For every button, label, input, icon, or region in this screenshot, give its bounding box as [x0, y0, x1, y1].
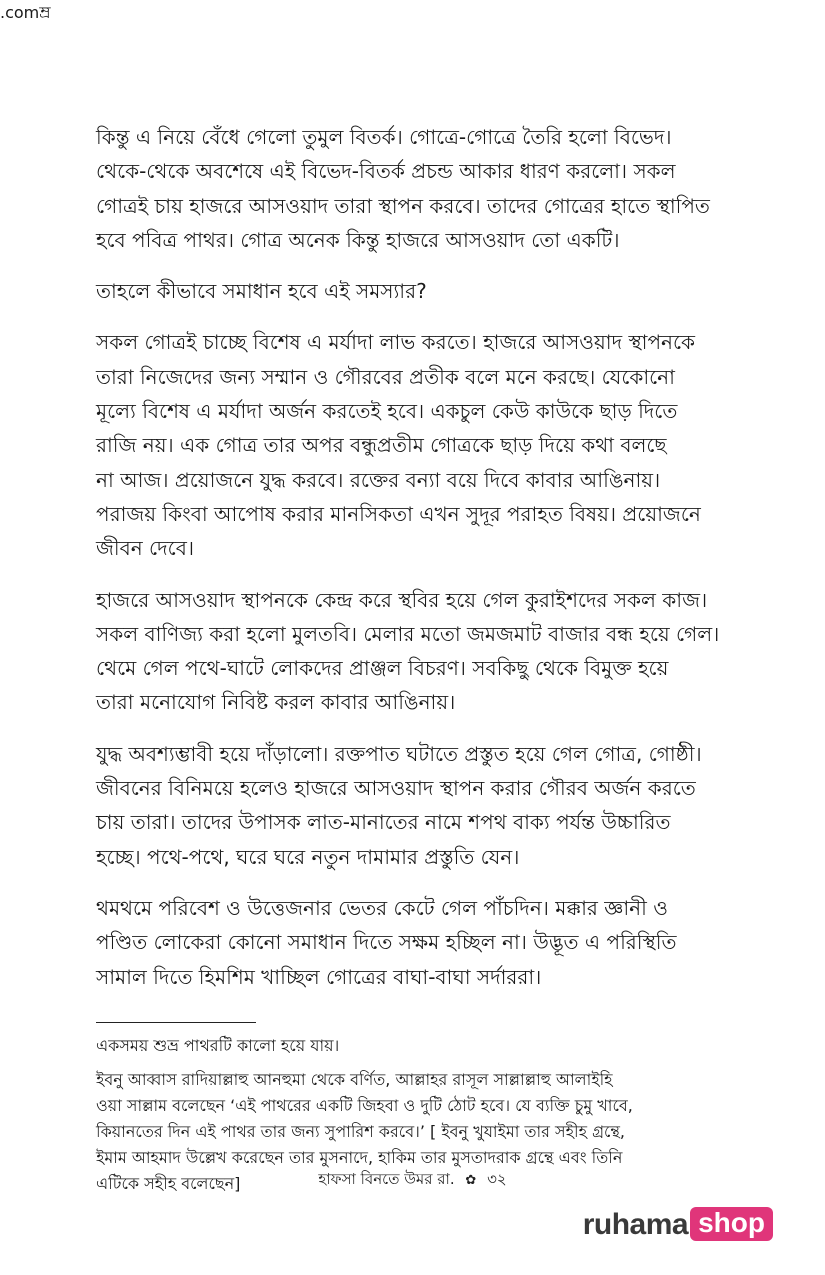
text-line: চায় তারা। তাদের উপাসক লাত-মানাতের নামে শপথ বাক্য পর্যন্ত উচ্চারিত: [96, 810, 671, 835]
text-line: যুদ্ধ অবশ্যম্ভাবী হয়ে দাঁড়ালো। রক্তপাত ঘটাতে প্রস্তুত হয়ে গেল গোত্র, গোষ্ঠী।: [96, 741, 702, 766]
text-line: ইবনু আব্বাস রাদিয়াল্লাহু আনহুমা থেকে বর্ণিত, আল্লাহর রাসূল সাল্লাল্লাহু আলাইহি: [96, 1069, 613, 1089]
text-line: কিয়ানতের দিন এই পাথর তার জন্য সুপারিশ করবে।’ [ ইবনু খুযাইমা তার সহীহ গ্রন্থে,: [96, 1121, 626, 1141]
text-line: সকল বাণিজ্য করা হলো মুলতবি। মেলার মতো জমজমাট বাজার বন্ধ হয়ে গেল।: [96, 621, 720, 646]
text-line: রাজি নয়। এক গোত্র তার অপর বন্ধুপ্রতীম গোত্রকে ছাড় দিয়ে কথা বলছে: [96, 433, 667, 458]
main-text: [96, 120, 729, 994]
footer-page-number: ৩২: [487, 1170, 507, 1188]
page-footer: [0, 1168, 825, 1193]
text-line: হচ্ছে। পথে-পথে, ঘরে ঘরে নতুন দামামার প্রস্তুতি যেন।: [96, 844, 520, 869]
text-line: কিন্তু এ নিয়ে বেঁধে গেলো তুমুল বিতর্ক। গোত্রে-গোত্রে তৈরি হলো বিভেদ।: [96, 125, 672, 149]
logo-shop-badge: shop: [690, 1207, 773, 1241]
page-body: [96, 120, 729, 1205]
paragraph: [96, 737, 729, 874]
paragraph: [96, 891, 729, 994]
text-line: জীবন দেবে।: [96, 536, 194, 561]
text-line: থমথমে পরিবেশ ও উত্তেজনার ভেতর কেটে গেল পাঁচদিন। মক্কার জ্ঞানী ও: [96, 895, 668, 920]
flower-separator-icon: ✿: [465, 1173, 477, 1188]
footnote: [96, 1033, 729, 1059]
text-line: তাহলে কীভাবে সমাধান হবে এই সমস্যার?: [96, 279, 427, 304]
logo-domain-text: .comম্র: [0, 3, 51, 22]
footnote-divider: [96, 1022, 256, 1023]
text-line: পরাজয় কিংবা আপোষ করার মানসিকতা এখন সুদূর পরাহত বিষয়। প্রয়োজনে: [96, 501, 701, 526]
paragraph: [96, 325, 729, 565]
text-line: গোত্রই চায় হাজরে আসওয়াদ তারা স্থাপন করবে। তাদের গোত্রের হাতে স্থাপিত: [96, 193, 710, 218]
text-line: ইমাম আহমাদ উল্লেখ করেছেন তার মুসনাদে, হাকিম তার মুসতাদরাক গ্রন্থে এবং তিনি: [96, 1147, 623, 1167]
text-line: মূল্যে বিশেষ এ মর্যাদা অর্জন করতেই হবে। একচুল কেউ কাউকে ছাড় দিতে: [96, 399, 678, 424]
text-line: পণ্ডিত লোকেরা কোনো সমাধান দিতে সক্ষম হচ্ছিল না। উদ্ভূত এ পরিস্থিতি: [96, 930, 677, 955]
text-line: জীবনের বিনিময়ে হলেও হাজরে আসওয়াদ স্থাপন করার গৌরব অর্জন করতে: [96, 776, 696, 801]
text-line: থেমে গেল পথে-ঘাটে লোকদের প্রাঞ্জল বিচরণ। সবকিছু থেকে বিমুক্ত হয়ে: [96, 656, 669, 681]
text-line: একসময় শুভ্র পাথরটি কালো হয়ে যায়।: [96, 1035, 340, 1055]
text-line: সামাল দিতে হিমশিম খাচ্ছিল গোত্রের বাঘা-বাঘা সর্দাররা।: [96, 964, 542, 989]
paragraph: [96, 583, 729, 720]
footer-book-title: হাফসা বিনতে উমর রা.: [318, 1170, 455, 1188]
text-line: তারা নিজেদের জন্য সম্মান ও গৌরবের প্রতীক বলে মনে করছে। যেকোনো: [96, 364, 675, 389]
ruhamashop-logo: [583, 1207, 773, 1247]
logo-brand-text: ruhama: [582, 1208, 689, 1241]
text-line: ওয়া সাল্লাম বলেছেন ‘এই পাথরের একটি জিহবা ও দুটি ঠোট হবে। যে ব্যক্তি চুমু খাবে,: [96, 1095, 633, 1115]
text-line: হাজরে আসওয়াদ স্থাপনকে কেন্দ্র করে স্থবির হয়ে গেল কুরাইশদের সকল কাজ।: [96, 587, 708, 612]
text-line: থেকে-থেকে অবশেষে এই বিভেদ-বিতর্ক প্রচন্ড আকার ধারণ করলো। সকল: [96, 159, 676, 184]
text-line: হবে পবিত্র পাথর। গোত্র অনেক কিন্তু হাজরে আসওয়াদ তো একটি।: [96, 227, 620, 252]
text-line: তারা মনোযোগ নিবিষ্ট করল কাবার আঙিনায়।: [96, 690, 456, 715]
text-line: না আজ। প্রয়োজনে যুদ্ধ করবে। রক্তের বন্যা বয়ে দিবে কাবার আঙিনায়।: [96, 467, 661, 492]
paragraph: [96, 274, 729, 308]
text-line: সকল গোত্রই চাচ্ছে বিশেষ এ মর্যাদা লাভ করতে। হাজরে আসওয়াদ স্থাপনকে: [96, 330, 696, 355]
text-line: এটিকে সহীহ বলেছেন]: [96, 1173, 241, 1193]
paragraph: [96, 120, 729, 257]
